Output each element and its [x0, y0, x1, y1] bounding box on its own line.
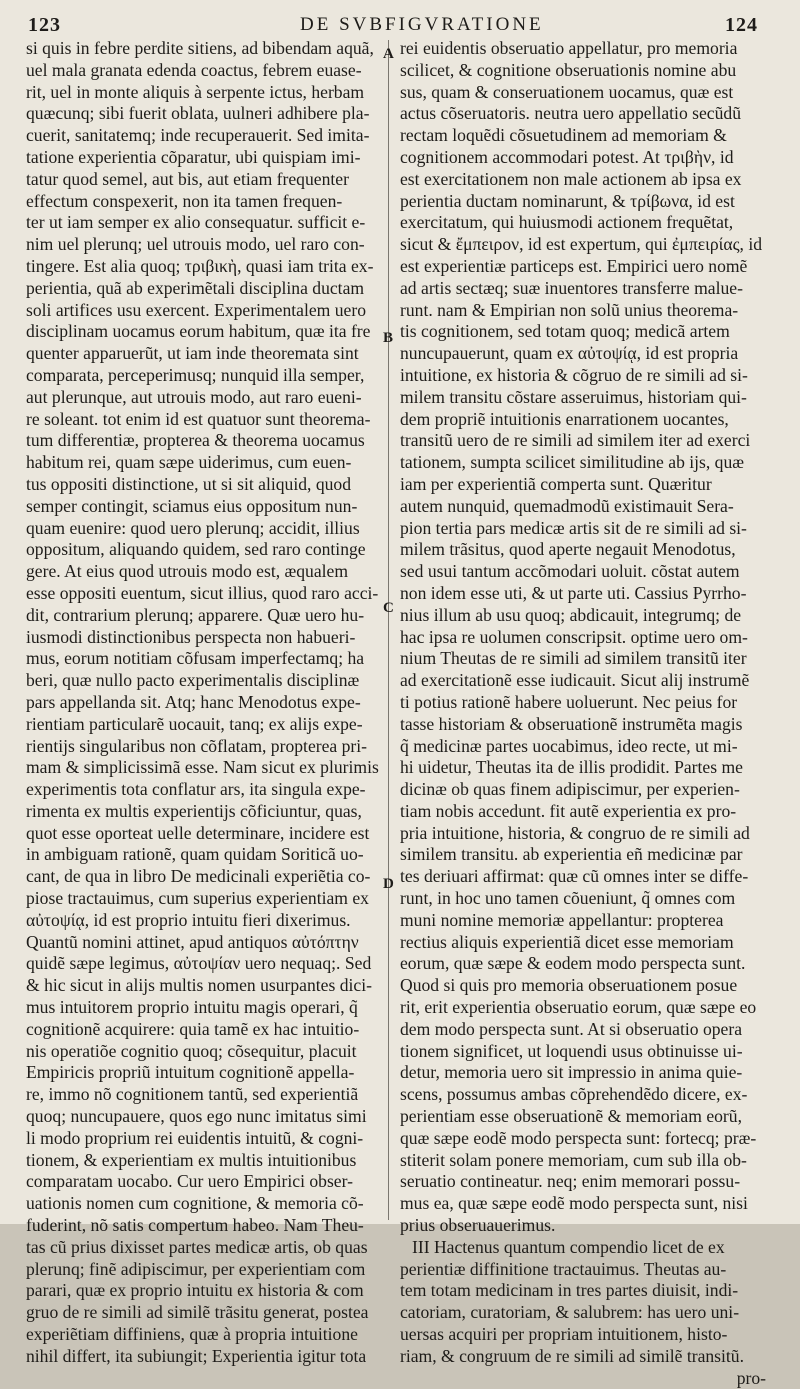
- text-line: scens, possumus ambas cõprehendẽdo dicere, ex-: [400, 1084, 748, 1105]
- text-line: sus, quam & conseruationem uocamus, quæ est: [400, 81, 734, 102]
- text-line: actus cõseruatoris. neutra uero appellatio secũdũ: [400, 103, 741, 124]
- text-line: experiẽtiam diffiniens, quæ à propria intuitione: [26, 1324, 358, 1345]
- text-line: riam, & congruum de re simili ad similẽ transitũ.: [400, 1345, 744, 1366]
- text-line: quoq; nuncupauere, quos ego nunc imitatus simi: [26, 1106, 367, 1127]
- text-line: tum differentiæ, propterea & theorema uocamus: [26, 430, 365, 451]
- text-line: cant, de qua in libro De medicinali experiẽtia co-: [26, 866, 371, 887]
- text-line: & hic sicut in alijs multis nomen usurpantes dici-: [26, 975, 372, 996]
- text-line: quam euenire: quod uero plerunq; accidit, illius: [26, 517, 360, 538]
- margin-marker-d: D: [383, 876, 394, 892]
- text-line: perientia ductam nominarunt, & τρίβωνα, id est: [400, 190, 735, 211]
- text-line: cognitionẽ acquirere: quia tamẽ ex hac intuitio-: [26, 1018, 360, 1039]
- page-number-right: 124: [725, 14, 758, 36]
- text-line: quidẽ sæpe legimus, αὐτοψίαν uero nequaq;. Sed: [26, 953, 372, 974]
- left-column: [26, 38, 380, 1368]
- text-line: tasse historiam & obseruationẽ instrumẽta magis: [400, 713, 743, 734]
- text-line: rit, uel in monte aliquis à serpente ictus, herbam: [26, 81, 365, 102]
- text-line: perientia, quã ab experimẽtali disciplina ductam: [26, 277, 365, 298]
- text-line: tus oppositi distinctione, ut si sit aliquid, quod: [26, 473, 352, 494]
- text-line: rientiam particularẽ uocauit, tanq; ex alijs expe-: [26, 713, 363, 734]
- text-line: ad artis sectæq; suæ inuentores transferre malue-: [400, 277, 743, 298]
- text-line: uel mala granata edenda coactus, febrem euase-: [26, 59, 362, 80]
- text-line: milem transitu cõstare asseruimus, historiam qui-: [400, 386, 747, 407]
- text-line: oppositum, aliquando quidem, sed raro continge: [26, 539, 366, 560]
- text-line: nius illum ab usu quoq; abdicauit, integrumq; de: [400, 604, 742, 625]
- text-line: detur, memoria uero sit impressio in anima quie-: [400, 1062, 743, 1083]
- text-line: perientiæ diffinitione tractauimus. Theutas au-: [400, 1258, 727, 1279]
- text-line: muni nomine memoriæ appellantur: propterea: [400, 909, 724, 930]
- text-line: rit, erit experientia obseruatio eorum, quæ sæpe eo: [400, 997, 757, 1018]
- text-line: re soleant. tot enim id est quatuor sunt theorema-: [26, 408, 371, 429]
- text-line: iusmodi distinctionibus perspecta non habueri-: [26, 626, 356, 647]
- text-line: Quantũ nomini attinet, apud antiquos αὐτόπτην: [26, 931, 359, 952]
- text-line: rei euidentis obseruatio appellatur, pro memoria: [400, 38, 738, 58]
- text-line: αὐτοψίᾳ, id est proprio intuitu fieri dixerimus.: [26, 909, 351, 930]
- text-line: milem trãsitus, quod aperte negauit Menodotus,: [400, 539, 736, 560]
- text-line: rimenta ex multis experientijs cõficiuntur, quas,: [26, 800, 362, 821]
- text-line: iam per experientiã comperta sunt. Quæritur: [400, 473, 712, 494]
- text-line: runt. nam & Empirian non solũ unius theorema-: [400, 299, 739, 320]
- text-line: cognitionem accommodari potest. At τριβὴν, id: [400, 146, 734, 167]
- text-line: comparata, perceperimusq; nunquid illa semper,: [26, 364, 365, 385]
- text-line: gruo de re simili ad similẽ trãsitu generat, postea: [26, 1302, 369, 1323]
- text-line: experimentis tota conflatur ars, ita singula expe-: [26, 779, 366, 800]
- text-line: tis cognitionem, sed totam quoq; medicã artem: [400, 321, 730, 342]
- text-line: exercitatum, qui huiusmodi actionem frequẽtat,: [400, 212, 734, 233]
- text-line: ad exercitationẽ esse iudicauit. Sicut alij instrumẽ: [400, 670, 750, 691]
- text-line: habitum rei, quam sæpe uiderimus, cum euen-: [26, 452, 352, 473]
- text-line: mus intuitorem proprio intuitu magis operari, q̃: [26, 997, 358, 1018]
- text-line: scilicet, & cognitione obseruationis nomine abu: [400, 59, 737, 80]
- text-line: tas cũ prius dixisset partes medicæ artis, ob quas: [26, 1236, 368, 1257]
- text-line: dicinæ ob quas finem adipiscimur, per experien-: [400, 779, 740, 800]
- text-line: Empiricis propriũ intuitum cognitionẽ appella-: [26, 1062, 355, 1083]
- text-line: tionem, & experientiam ex multis intuitionibus: [26, 1149, 357, 1170]
- text-line: similem transitu. ab experientia eñ medicinæ par: [400, 844, 743, 865]
- text-line: quæcunq; sibi fuerit oblata, uulneri adhibere pla-: [26, 103, 370, 124]
- text-line: dem propriẽ intuitionis enarrationem uocantes,: [400, 408, 729, 429]
- right-column: [400, 38, 766, 1389]
- text-line: intuitione, ex historia & cõgruo de re simili ad si-: [400, 364, 748, 385]
- text-line: fuderint, nõ satis compertum habeo. Nam Theu-: [26, 1215, 364, 1236]
- text-line: prius obseruauerimus.: [400, 1215, 556, 1236]
- text-line: uersas acquiri per propriam intuitionem, histo-: [400, 1324, 728, 1345]
- text-line: quenter apparuerũt, ut iam inde theoremata sint: [26, 343, 359, 364]
- text-line: runt, in hoc uno tamen cõueniunt, q̃ omnes com: [400, 888, 736, 909]
- text-line: q̃ medicinæ partes uocabimus, ideo recte, ut mi-: [400, 735, 738, 756]
- text-line: non idem esse uti, & ut parte uti. Cassius Pyrrho-: [400, 582, 747, 603]
- text-line: nihil differt, ita subiungit; Experientia igitur tota: [26, 1345, 367, 1366]
- text-line: pria intuitione, historia, & congruo de re simili ad: [400, 822, 750, 843]
- text-line: sicut & ἔμπειρον, id est expertum, qui ἐμπειρίας, id: [400, 234, 763, 255]
- text-line: III Hactenus quantum compendio licet de ex: [412, 1236, 725, 1257]
- text-line: eorum, quæ sæpe & eodem modo perspecta sunt.: [400, 953, 746, 974]
- text-line: hac ipsa re uolumen conscripsit. optime uero om-: [400, 626, 748, 647]
- running-title: DE SVBFIGVRATIONE: [300, 14, 544, 35]
- text-line: pro-: [736, 1367, 766, 1388]
- text-line: piose tractauimus, cum superius experientiam ex: [26, 888, 369, 909]
- text-line: stiterit solam ponere memoriam, cum sub illa ob-: [400, 1149, 747, 1170]
- text-line: re, immo nõ cognitionem tantũ, sed experientiã: [26, 1084, 359, 1105]
- text-line: rientijs singularibus non cõflatam, propterea pri-: [26, 735, 368, 756]
- text-line: dem modo perspecta sunt. At si obseruatio opera: [400, 1018, 743, 1039]
- margin-marker-a: A: [383, 46, 394, 62]
- text-line: mus, eorum notitiam cõfusam imperfectamq; ha: [26, 648, 365, 669]
- text-line: est exercitationem non male actionem ab ipsa ex: [400, 168, 742, 189]
- text-line: beri, quæ nullo pacto experimentalis disciplinæ: [26, 670, 360, 691]
- text-line: hi uidetur, Theutas ita de illis prodidit. Partes me: [400, 757, 743, 778]
- text-line: ter ut iam semper ex alio consequatur. sufficit e-: [26, 212, 366, 233]
- text-line: pars appellanda sit. Atq; hanc Menodotus expe-: [26, 691, 361, 712]
- text-line: tionem significet, ut loquendi usus obtinuisse ui-: [400, 1040, 743, 1061]
- text-line: in ambiguam rationẽ, quam quidam Soriticã uo-: [26, 844, 364, 865]
- text-line: si quis in febre perdite sitiens, ad bibendam aquã,: [26, 38, 374, 58]
- text-line: tiam nobis accedunt. fit autẽ experientia ex pro-: [400, 800, 737, 821]
- text-line: dit, contrarium plerunq; apparere. Quæ uero hu-: [26, 604, 365, 625]
- text-line: parari, quæ ex proprio intuitu ex historia & com: [26, 1280, 364, 1301]
- text-line: catoriam, curatoriam, & salubrem: has uero uni-: [400, 1302, 740, 1323]
- text-line: effectum conspexerit, non ita tamen frequen-: [26, 190, 343, 211]
- text-line: rectam loquẽdi cõsuetudinem ad memoriam &: [400, 125, 727, 146]
- text-line: uationis nomen cum cognitione, & memoria cõ-: [26, 1193, 364, 1214]
- text-line: aut plerunque, aut utrouis modo, aut raro eueni-: [26, 386, 362, 407]
- text-line: nis operatiõe cognitio quoq; cõsequitur, placuit: [26, 1040, 357, 1061]
- text-line: tem totam medicinam in tres partes diuisit, indi-: [400, 1280, 739, 1301]
- text-line: rectius aliquis experientiã dicet esse memoriam: [400, 931, 734, 952]
- text-line: ti potius rationẽ habere uoluerunt. Nec peius for: [400, 691, 738, 712]
- page-number-left: 123: [28, 14, 61, 36]
- text-line: transitũ uero de re simili ad similem iter ad exerci: [400, 430, 751, 451]
- text-line: tatur quod semel, aut bis, aut etiam frequenter: [26, 168, 349, 189]
- text-line: esse oppositi euentum, sicut illius, quod raro acci-: [26, 582, 379, 603]
- text-line: mus ea, quæ sæpe eodẽ modo perspecta sunt, nisi: [400, 1193, 748, 1214]
- column-rule: [388, 40, 389, 1220]
- text-line: nuncupauerunt, quam ex αὐτοψίᾳ, id est propria: [400, 343, 739, 364]
- text-line: autem nunquid, quemadmodũ existimauit Sera-: [400, 495, 734, 516]
- text-line: tationem, sumpta scilicet similitudine ab ijs, quæ: [400, 452, 745, 473]
- text-line: tatione experientia cõparatur, ubi quispiam imi-: [26, 146, 361, 167]
- text-line: quot esse oporteat uelle determinare, incidere est: [26, 822, 370, 843]
- text-line: gere. At eius quod utrouis modo est, æqualem: [26, 561, 349, 582]
- margin-marker-b: B: [383, 330, 394, 346]
- margin-marker-c: C: [383, 600, 394, 616]
- text-line: sed usui tantum accõmodari uoluit. cõstat autem: [400, 561, 740, 582]
- text-line: tes deriuari affirmat: quæ cũ omnes inter se diffe-: [400, 866, 749, 887]
- text-line: seruatio contineatur. neq; enim memorari possu-: [400, 1171, 741, 1192]
- text-line: Quod si quis pro memoria obseruationem posue: [400, 975, 738, 996]
- text-line: semper contingit, sciamus eius oppositum nun-: [26, 495, 358, 516]
- text-line: plerunq; finẽ adipiscimur, per experientiam com: [26, 1258, 366, 1279]
- text-line: mam & simplicissimã esse. Nam sicut ex plurimis: [26, 757, 379, 778]
- text-line: nium Theutas de re simili ad similem transitũ iter: [400, 648, 747, 669]
- text-line: cuerit, sanitatemq; inde recuperauerit. Sed imita-: [26, 125, 370, 146]
- text-line: est experientiæ particeps est. Empirici uero nomẽ: [400, 255, 748, 276]
- text-line: li modo proprium rei euidentis intuitũ, & cogni-: [26, 1127, 364, 1148]
- text-line: quæ sæpe eodẽ modo perspecta sunt: fortecq; præ-: [400, 1127, 757, 1148]
- text-line: disciplinam uocamus eorum habitum, quæ ita fre: [26, 321, 371, 342]
- text-line: pion tertia pars medicæ artis sit de re simili ad si-: [400, 517, 747, 538]
- text-line: tingere. Est alia quoq; τριβικὴ, quasi iam trita ex-: [26, 255, 374, 276]
- text-line: soli artifices usu exercent. Experimentalem uero: [26, 299, 367, 320]
- text-line: perientiam esse obseruationẽ & memoriam eorũ,: [400, 1106, 742, 1127]
- text-line: nim uel plerunq; uel utrouis modo, uel raro con-: [26, 234, 365, 255]
- text-line: comparatam uocabo. Cur uero Empirici obser-: [26, 1171, 353, 1192]
